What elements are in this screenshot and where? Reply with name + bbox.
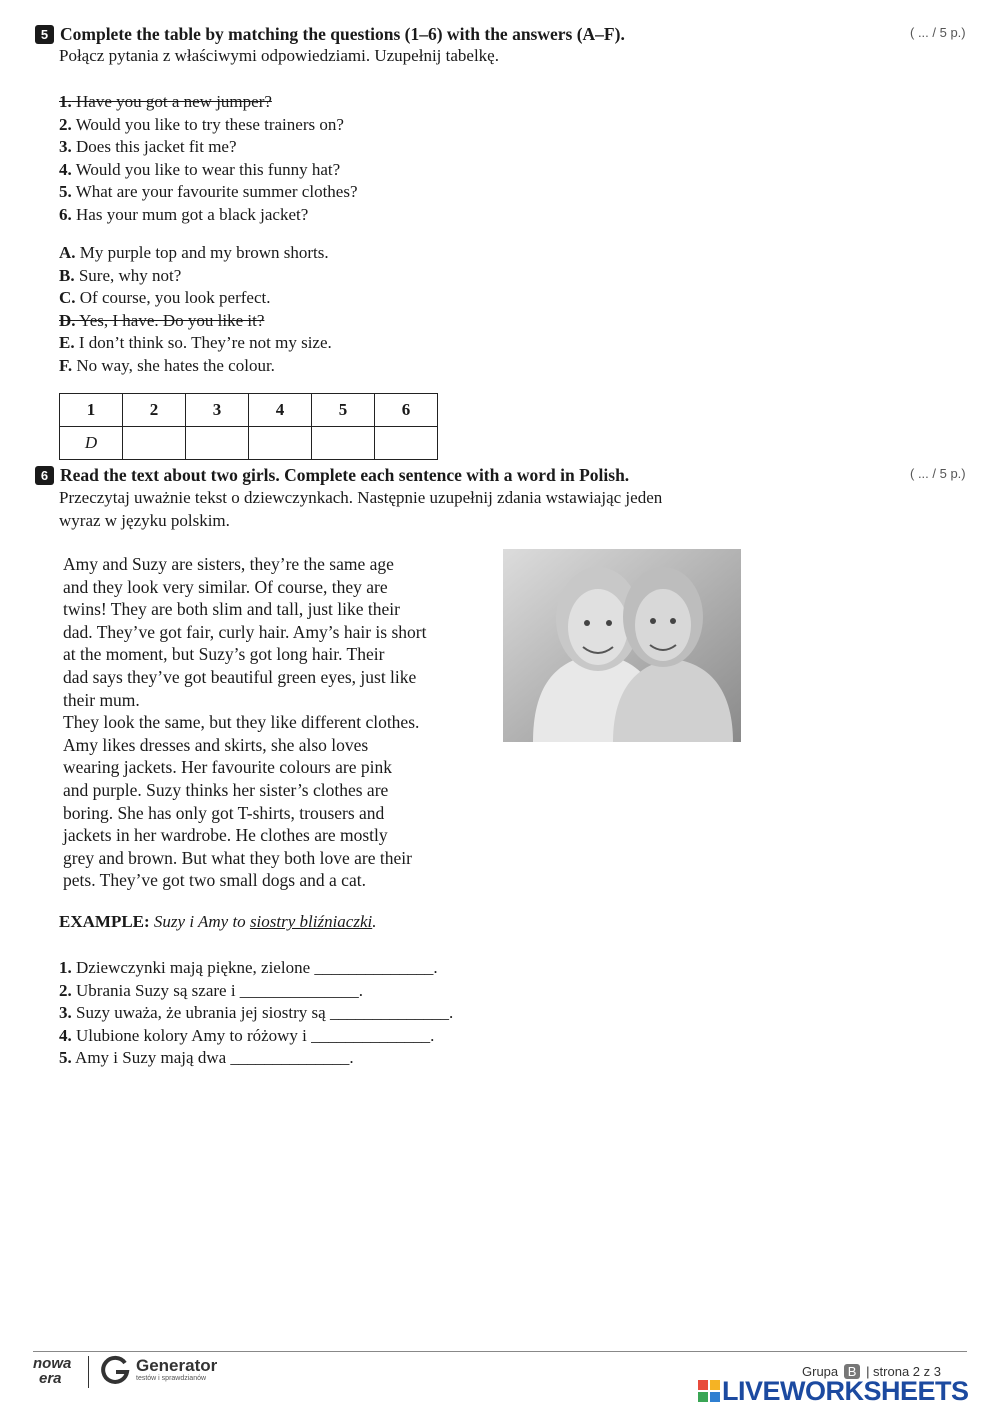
sentence-item xyxy=(59,1002,453,1025)
reading-text xyxy=(63,553,426,892)
answer-table-value-row xyxy=(60,427,438,460)
footer-logo-divider xyxy=(88,1356,89,1388)
task5-number-badge: 5 xyxy=(35,25,54,44)
task6-points: ( ... / 5 p.) xyxy=(910,466,966,481)
text-line: Amy likes dresses and skirts, she also loves xyxy=(63,734,369,755)
question-text: What are your favourite summer clothes? xyxy=(71,182,358,201)
table-answer-cell[interactable]: D xyxy=(60,427,123,460)
generator-subtitle: testów i sprawdzianów xyxy=(136,1375,207,1382)
table-header-cell: 6 xyxy=(375,394,438,427)
task5-points: ( ... / 5 p.) xyxy=(910,25,966,40)
sentence-item xyxy=(59,980,453,1003)
table-answer-cell[interactable] xyxy=(312,427,375,460)
task5-title: 5 Complete the table by matching the questions (1–6) with the answers (A–F). xyxy=(35,24,625,45)
questions-list xyxy=(59,91,358,226)
table-header-cell: 3 xyxy=(186,394,249,427)
table-answer-cell[interactable] xyxy=(249,427,312,460)
sentence-number: 2. xyxy=(59,980,72,1000)
table-answer-cell[interactable] xyxy=(123,427,186,460)
table-answer-cell[interactable] xyxy=(375,427,438,460)
question-number: 6. xyxy=(59,204,72,224)
text-line: grey and brown. But what they both love are their xyxy=(63,847,412,868)
question-item xyxy=(59,91,358,114)
footer-divider xyxy=(33,1351,967,1352)
sentence-text: Dziewczynki mają piękne, zielone ______________. xyxy=(71,958,438,977)
question-text: Has your mum got a black jacket? xyxy=(71,204,309,224)
text-line: their mum. xyxy=(63,689,140,710)
answer-item xyxy=(59,332,332,355)
text-line: pets. They’ve got two small dogs and a cat. xyxy=(63,870,366,891)
table-header-cell: 1 xyxy=(60,394,123,427)
sentences-list xyxy=(59,957,453,1070)
question-text: Does this jacket fit me? xyxy=(71,137,237,156)
nowa-era-logo: nowa era xyxy=(33,1355,72,1387)
text-line: dad. They’ve got fair, curly hair. Amy’s hair is short xyxy=(63,621,427,642)
question-item xyxy=(59,159,358,182)
question-number: 2. xyxy=(59,114,72,134)
task6-subtitle-line1: Przeczytaj uważnie tekst o dziewczynkach. Następnie uzupełnij zdania wstawiając jeden xyxy=(59,488,663,507)
text-line: dad says they’ve got beautiful green eyes, just like xyxy=(63,666,417,687)
answer-letter: A. xyxy=(59,243,76,262)
text-line: wearing jackets. Her favourite colours are pink xyxy=(63,757,392,778)
answer-text: I don’t think so. They’re not my size. xyxy=(74,333,332,352)
text-line: boring. She has only got T-shirts, trousers and xyxy=(63,802,385,823)
answer-text: Of course, you look perfect. xyxy=(75,288,271,307)
answer-table xyxy=(59,393,438,460)
group-badge: B xyxy=(844,1364,861,1379)
answer-item xyxy=(59,265,332,288)
answer-letter: E. xyxy=(59,333,75,352)
task6-number-badge: 6 xyxy=(35,466,54,485)
question-number: 4. xyxy=(59,159,72,179)
task6-title: 6 Read the text about two girls. Complete each sentence with a word in Polish. xyxy=(35,465,629,486)
answers-list xyxy=(59,242,332,377)
sentence-number: 3. xyxy=(59,1003,72,1022)
answer-table-header-row xyxy=(60,394,438,427)
text-line: Amy and Suzy are sisters, they’re the same age xyxy=(63,554,394,574)
generator-g-icon xyxy=(100,1355,130,1385)
answer-letter: D. xyxy=(59,310,76,330)
answer-letter: C. xyxy=(59,288,76,307)
sentence-item xyxy=(59,1047,453,1070)
question-item xyxy=(59,204,358,227)
answer-letter: B. xyxy=(59,265,75,285)
liveworksheets-brand: LIVEWORKSHEETS xyxy=(722,1376,969,1406)
example-answer: siostry bliźniaczki xyxy=(249,912,373,931)
question-item xyxy=(59,114,358,137)
twins-photo xyxy=(503,549,741,742)
sentence-text: Amy i Suzy mają dwa ______________. xyxy=(71,1048,354,1067)
sentence-item xyxy=(59,1025,453,1048)
answer-text: No way, she hates the colour. xyxy=(72,355,275,375)
sentence-text: Ulubione kolory Amy to różowy i ______________. xyxy=(71,1025,435,1045)
page-info: Grupa B | strona 2 z 3 xyxy=(802,1364,941,1379)
task6-subtitle-line2: wyraz w języku polskim. xyxy=(59,511,230,530)
sentence-number: 4. xyxy=(59,1025,72,1045)
task5-subtitle: Połącz pytania z właściwymi odpowiedziami. Uzupełnij tabelkę. xyxy=(59,46,499,65)
answer-item xyxy=(59,310,332,333)
sentence-text: Suzy uważa, że ubrania jej siostry są ______________. xyxy=(71,1003,454,1022)
text-line: and they look very similar. Of course, they are xyxy=(63,576,388,597)
question-text: Would you like to try these trainers on? xyxy=(71,114,344,134)
sentence-item xyxy=(59,957,453,980)
table-header-cell: 4 xyxy=(249,394,312,427)
question-item xyxy=(59,181,358,204)
text-line: twins! They are both slim and tall, just like their xyxy=(63,599,400,620)
text-line: They look the same, but they like different clothes. xyxy=(63,712,420,733)
sentence-number: 1. xyxy=(59,958,72,977)
sentence-number: 5. xyxy=(59,1048,72,1067)
table-header-cell: 5 xyxy=(312,394,375,427)
answer-item xyxy=(59,287,332,310)
liveworksheets-logo-icon xyxy=(698,1380,720,1402)
sentence-text: Ubrania Suzy są szare i ______________. xyxy=(71,980,364,1000)
question-number: 5. xyxy=(59,182,72,201)
answer-letter: F. xyxy=(59,355,73,375)
text-line: and purple. Suzy thinks her sister’s clothes are xyxy=(63,779,389,800)
generator-label: Generator xyxy=(136,1356,218,1375)
answer-text: Yes, I have. Do you like it? xyxy=(75,310,265,330)
twins-photo-illustration xyxy=(503,549,741,742)
answer-text: Sure, why not? xyxy=(74,265,182,285)
question-number: 1. xyxy=(59,92,72,111)
question-number: 3. xyxy=(59,137,72,156)
question-item xyxy=(59,136,358,159)
table-header-cell: 2 xyxy=(123,394,186,427)
question-text: Have you got a new jumper? xyxy=(71,92,272,111)
question-text: Would you like to wear this funny hat? xyxy=(71,159,341,179)
text-line: jackets in her wardrobe. He clothes are mostly xyxy=(63,825,388,846)
example-line: EXAMPLE: Suzy i Amy to siostry bliźniaczki. xyxy=(59,912,377,931)
table-answer-cell[interactable] xyxy=(186,427,249,460)
answer-item xyxy=(59,355,332,378)
answer-item xyxy=(59,242,332,265)
answer-text: My purple top and my brown shorts. xyxy=(75,243,329,262)
text-line: at the moment, but Suzy’s got long hair. Their xyxy=(63,644,385,665)
